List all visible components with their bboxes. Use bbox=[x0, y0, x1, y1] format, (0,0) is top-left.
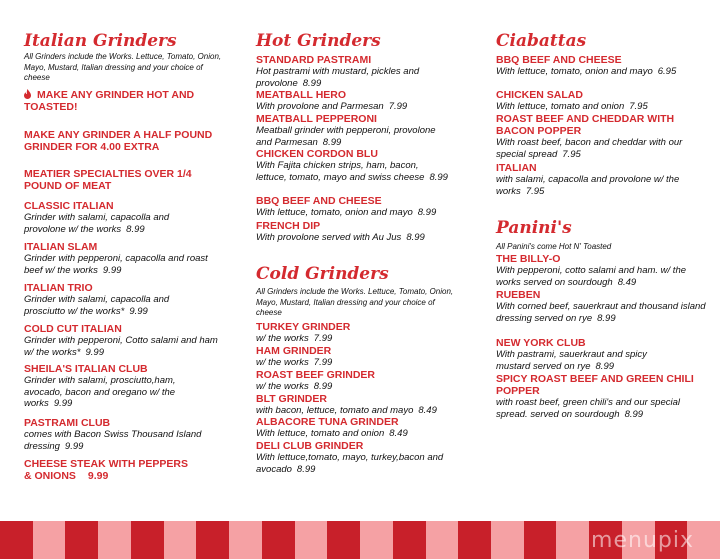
item-desc: with salami, capacolla and provolone w/ the works bbox=[496, 174, 680, 197]
menu-item bbox=[256, 54, 468, 89]
menu-item bbox=[256, 416, 468, 440]
item-name: CHEESE STEAK WITH PEPPERS & ONIONS bbox=[24, 458, 188, 482]
item-price: 9.99 bbox=[102, 264, 122, 276]
menu-item bbox=[496, 54, 706, 78]
item-price: 8.99 bbox=[302, 77, 322, 89]
item-desc: Grinder with salami, prosciutto,ham, avocado, bacon and oregano w/ the works bbox=[24, 375, 176, 410]
menu-item bbox=[24, 200, 229, 235]
item-price: 8.99 bbox=[595, 360, 615, 372]
item-price: 7.99 bbox=[313, 357, 333, 368]
item-name: THE BILLY-O bbox=[496, 253, 561, 265]
item-price: 9.99 bbox=[53, 398, 73, 410]
item-name: SPICY ROAST BEEF AND GREEN CHILI POPPER bbox=[496, 373, 694, 397]
item-desc: With roast beef, bacon and cheddar with our special spread bbox=[496, 137, 683, 160]
item-price: 7.95 bbox=[525, 185, 545, 197]
item-name: COLD CUT ITALIAN bbox=[24, 323, 122, 335]
section-title-cold-grinders: Cold Grinders bbox=[256, 264, 389, 284]
promo-text: MEATIER SPECIALTIES OVER 1/4 POUND OF MEAT bbox=[24, 168, 192, 192]
item-price: 8.99 bbox=[406, 232, 425, 243]
item-name: HAM GRINDER bbox=[256, 345, 332, 357]
item-name: PASTRAMI CLUB bbox=[24, 417, 111, 429]
menu-item bbox=[256, 393, 468, 417]
item-name: MEATBALL PEPPERONI bbox=[256, 113, 377, 125]
item-name: ITALIAN TRIO bbox=[24, 282, 93, 294]
menu-item bbox=[496, 89, 706, 113]
item-desc: With corned beef, sauerkraut and thousand island dressing served on rye bbox=[496, 301, 706, 324]
flame-icon bbox=[24, 89, 31, 99]
section-title-hot-grinders: Hot Grinders bbox=[256, 31, 381, 51]
menu-item bbox=[256, 321, 468, 345]
menu-item bbox=[496, 162, 706, 197]
item-price: 8.99 bbox=[322, 136, 342, 148]
item-name: CHICKEN CORDON BLU bbox=[256, 148, 378, 160]
menu-item bbox=[256, 195, 468, 219]
menu-item bbox=[256, 113, 468, 148]
menu-item bbox=[24, 241, 229, 276]
menu-item bbox=[256, 89, 468, 113]
item-desc: With lettuce, tomato, onion and mayo bbox=[496, 66, 653, 77]
item-price: 8.99 bbox=[126, 223, 145, 235]
item-name: SHEILA'S ITALIAN CLUB bbox=[24, 363, 148, 375]
item-desc: With pepperoni, cotto salami and ham. w/ the works served on sourdough bbox=[496, 265, 687, 288]
item-name: ITALIAN SLAM bbox=[24, 241, 98, 253]
item-desc: With pastrami, sauerkraut and spicy mustard served on rye bbox=[496, 349, 647, 372]
item-name: ROAST BEEF AND CHEDDAR WITH BACON POPPER bbox=[496, 113, 675, 137]
menu-item bbox=[24, 282, 229, 317]
menu-item bbox=[24, 458, 194, 482]
item-desc: Grinder with salami, capacolla and provolone w/ the works bbox=[24, 212, 170, 235]
item-desc: Meatball grinder with pepperoni, provolone and Parmesan bbox=[256, 125, 436, 148]
menu-item bbox=[496, 289, 706, 324]
menu-item bbox=[256, 345, 468, 369]
item-desc: With lettuce, tomato and onion bbox=[256, 428, 385, 439]
menu-item bbox=[256, 148, 468, 183]
item-price: 9.99 bbox=[85, 346, 104, 358]
item-price: 8.49 bbox=[418, 405, 437, 416]
promo-text: MAKE ANY GRINDER HOT AND TOASTED! bbox=[24, 89, 195, 113]
item-price: 8.99 bbox=[597, 312, 616, 324]
section-note: All Panini's come Hot N' Toasted bbox=[496, 242, 612, 251]
item-price: 7.99 bbox=[388, 101, 408, 112]
menu-item bbox=[24, 417, 229, 452]
item-name: TURKEY GRINDER bbox=[256, 321, 351, 333]
item-desc: w/ the works bbox=[256, 381, 309, 392]
item-name: RUEBEN bbox=[496, 289, 541, 301]
section-title-italian-grinders: Italian Grinders bbox=[24, 31, 177, 51]
menu-item bbox=[24, 323, 229, 358]
item-name: ALBACORE TUNA GRINDER bbox=[256, 416, 399, 428]
menu-item bbox=[496, 253, 706, 288]
item-desc: Grinder with pepperoni, capacolla and roast beef w/ the works bbox=[24, 253, 208, 276]
item-desc: Grinder with pepperoni, Cotto salami and ham w/ the works* bbox=[24, 335, 218, 358]
item-name: ITALIAN bbox=[496, 162, 537, 174]
item-price: 7.99 bbox=[313, 333, 333, 344]
item-name: DELI CLUB GRINDER bbox=[256, 440, 364, 452]
menu-item bbox=[256, 369, 468, 393]
item-name: ROAST BEEF GRINDER bbox=[256, 369, 376, 381]
item-desc: With Fajita chicken strips, ham, bacon, lettuce, tomato, mayo and swiss cheese bbox=[256, 160, 425, 183]
item-desc: Hot pastrami with mustard, pickles and provolone bbox=[256, 66, 420, 89]
item-price: 9.99 bbox=[87, 470, 109, 482]
item-desc: With provolone and Parmesan bbox=[256, 101, 384, 112]
promo-half-pound bbox=[24, 129, 229, 153]
item-price: 8.99 bbox=[624, 408, 644, 420]
item-price: 9.99 bbox=[64, 440, 84, 452]
watermark: menupix bbox=[591, 528, 694, 553]
item-price: 8.49 bbox=[617, 276, 637, 288]
item-name: BBQ BEEF AND CHEESE bbox=[496, 54, 622, 66]
menu-item bbox=[496, 373, 706, 420]
promo-hot-toasted bbox=[24, 89, 229, 113]
item-desc: Grinder with salami, capacolla and prosciutto w/ the works* bbox=[24, 294, 170, 317]
item-price: 8.99 bbox=[296, 463, 316, 475]
item-price: 7.95 bbox=[629, 101, 648, 112]
item-name: MEATBALL HERO bbox=[256, 89, 347, 101]
item-desc: With lettuce, tomato, onion and mayo bbox=[256, 207, 413, 218]
item-name: NEW YORK CLUB bbox=[496, 337, 586, 349]
item-price: 9.99 bbox=[129, 305, 148, 317]
item-desc: with roast beef, green chili's and our special spread. served on sourdough bbox=[496, 397, 680, 420]
menu-item bbox=[24, 363, 229, 410]
menu-item bbox=[256, 440, 468, 475]
item-desc: With lettuce,tomato, mayo, turkey,bacon and avocado bbox=[256, 452, 444, 475]
item-price: 8.99 bbox=[417, 207, 437, 218]
promo-text: MAKE ANY GRINDER A HALF POUND GRINDER FOR 4.00 EXTRA bbox=[24, 129, 213, 153]
menu-item bbox=[496, 337, 706, 372]
item-name: STANDARD PASTRAMI bbox=[256, 54, 372, 66]
item-desc: w/ the works bbox=[256, 357, 309, 368]
section-note: All Grinders include the Works. Lettuce, Tomato, Onion, Mayo, Mustard, Italian dressing and your choice of cheese bbox=[256, 287, 454, 317]
section-title-paninis: Panini's bbox=[496, 218, 572, 238]
item-name: BLT GRINDER bbox=[256, 393, 327, 405]
menu-item bbox=[496, 113, 706, 160]
item-name: CLASSIC ITALIAN bbox=[24, 200, 114, 212]
item-price: 6.95 bbox=[657, 66, 677, 77]
promo-meatier bbox=[24, 168, 204, 192]
item-price: 8.99 bbox=[313, 381, 333, 392]
section-note: All Grinders include the Works. Lettuce, Tomato, Onion, Mayo, Mustard, Italian dressing and your choice of cheese bbox=[24, 52, 222, 82]
item-desc: With lettuce, tomato and onion bbox=[496, 101, 625, 112]
item-price: 8.99 bbox=[429, 171, 448, 183]
item-desc: comes with Bacon Swiss Thousand Island dressing bbox=[24, 429, 202, 452]
item-name: CHICKEN SALAD bbox=[496, 89, 583, 101]
item-price: 7.95 bbox=[562, 148, 581, 160]
item-price: 8.49 bbox=[389, 428, 408, 439]
menu-item bbox=[256, 220, 468, 244]
item-desc: with bacon, lettuce, tomato and mayo bbox=[256, 405, 414, 416]
item-name: FRENCH DIP bbox=[256, 220, 321, 232]
section-title-ciabattas: Ciabattas bbox=[496, 31, 587, 51]
item-desc: w/ the works bbox=[256, 333, 309, 344]
item-name: BBQ BEEF AND CHEESE bbox=[256, 195, 382, 207]
item-desc: With provolone served with Au Jus bbox=[256, 232, 402, 243]
